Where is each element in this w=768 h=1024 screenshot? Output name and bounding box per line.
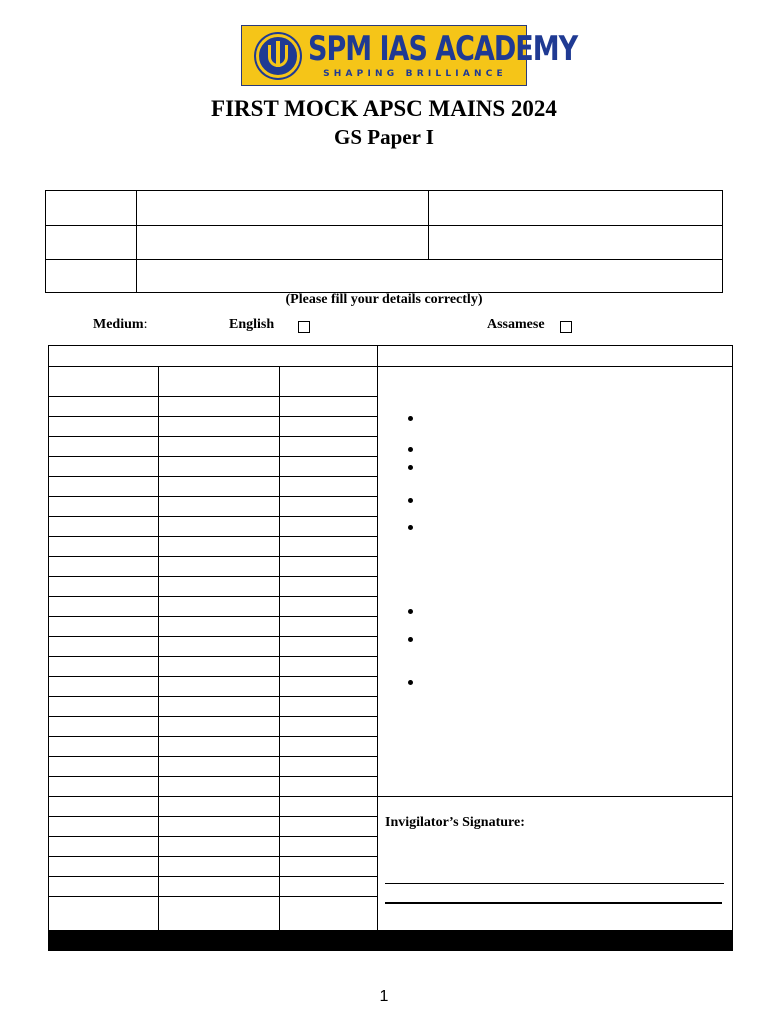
details-label-cell xyxy=(46,260,137,293)
table-row xyxy=(49,797,733,817)
logo-tagline: SHAPING BRILLIANCE xyxy=(323,69,507,79)
table-cell xyxy=(158,577,279,597)
table-cell xyxy=(279,817,378,837)
table-cell xyxy=(49,477,159,497)
instructions-panel xyxy=(378,367,733,797)
table-cell xyxy=(279,417,378,437)
table-cell xyxy=(158,737,279,757)
table-cell xyxy=(49,677,159,697)
table-cell xyxy=(158,757,279,777)
table-cell xyxy=(49,657,159,677)
details-input-cell[interactable] xyxy=(429,191,723,226)
details-table xyxy=(45,190,723,293)
table-cell xyxy=(279,617,378,637)
bullet-icon xyxy=(408,680,413,685)
details-row xyxy=(46,191,723,226)
table-cell xyxy=(279,437,378,457)
academy-emblem-icon xyxy=(256,34,300,78)
details-input-cell[interactable] xyxy=(136,260,722,293)
signature-line xyxy=(385,883,724,884)
table-cell xyxy=(49,557,159,577)
table-cell xyxy=(49,457,159,477)
page-number: 1 xyxy=(379,988,389,1005)
table-cell xyxy=(279,897,378,931)
table-cell xyxy=(279,837,378,857)
bullet-icon xyxy=(408,447,413,452)
table-cell xyxy=(49,397,159,417)
table-cell xyxy=(158,617,279,637)
table-cell xyxy=(279,497,378,517)
details-label-cell xyxy=(46,191,137,226)
table-cell xyxy=(49,597,159,617)
bullet-icon xyxy=(408,465,413,470)
table-cell xyxy=(49,537,159,557)
fill-details-note: (Please fill your details correctly) xyxy=(285,292,483,307)
table-cell xyxy=(279,537,378,557)
table-cell xyxy=(279,597,378,617)
table-cell xyxy=(49,367,159,397)
table-cell xyxy=(158,677,279,697)
assamese-checkbox[interactable] xyxy=(560,321,572,333)
table-header-right xyxy=(378,346,733,367)
bullet-icon xyxy=(408,498,413,503)
table-cell xyxy=(279,777,378,797)
table-cell xyxy=(49,517,159,537)
logo-name: SPM IAS ACADEMY xyxy=(308,30,578,69)
table-cell xyxy=(279,697,378,717)
table-cell xyxy=(279,457,378,477)
table-cell xyxy=(279,717,378,737)
medium-option-assamese-label: Assamese xyxy=(487,317,545,332)
table-cell xyxy=(158,877,279,897)
table-cell xyxy=(279,577,378,597)
table-cell xyxy=(158,717,279,737)
signature-line xyxy=(385,902,722,904)
table-cell xyxy=(279,857,378,877)
academy-logo xyxy=(241,25,578,86)
table-cell xyxy=(158,657,279,677)
table-cell xyxy=(158,417,279,437)
table-cell xyxy=(49,757,159,777)
bullet-icon xyxy=(408,525,413,530)
table-cell xyxy=(158,897,279,931)
table-cell xyxy=(279,657,378,677)
footer-bar-right xyxy=(158,931,732,951)
table-cell xyxy=(279,677,378,697)
table-cell xyxy=(158,517,279,537)
table-cell xyxy=(158,537,279,557)
table-cell xyxy=(158,457,279,477)
table-cell xyxy=(279,397,378,417)
table-cell xyxy=(49,857,159,877)
table-cell xyxy=(158,477,279,497)
table-cell xyxy=(279,877,378,897)
table-cell xyxy=(49,437,159,457)
medium-label: Medium: xyxy=(93,317,148,332)
table-cell xyxy=(49,797,159,817)
page-subtitle: GS Paper I xyxy=(334,125,434,149)
details-label-cell xyxy=(46,226,137,260)
details-row xyxy=(46,260,723,293)
table-cell xyxy=(158,497,279,517)
table-cell xyxy=(49,877,159,897)
table-cell xyxy=(279,557,378,577)
table-row xyxy=(49,367,733,397)
bullet-icon xyxy=(408,416,413,421)
table-cell xyxy=(49,837,159,857)
table-header-row xyxy=(49,346,733,367)
table-cell xyxy=(49,637,159,657)
table-cell xyxy=(279,517,378,537)
details-input-cell[interactable] xyxy=(136,226,429,260)
table-cell xyxy=(158,837,279,857)
details-row xyxy=(46,226,723,260)
bullet-icon xyxy=(408,609,413,614)
table-cell xyxy=(49,777,159,797)
table-cell xyxy=(279,737,378,757)
table-cell xyxy=(49,617,159,637)
table-cell xyxy=(158,817,279,837)
table-cell xyxy=(49,897,159,931)
table-cell xyxy=(49,697,159,717)
invigilator-signature-label: Invigilator’s Signature: xyxy=(385,815,525,830)
marks-table xyxy=(48,345,733,951)
details-input-cell[interactable] xyxy=(136,191,429,226)
table-cell xyxy=(49,577,159,597)
table-cell xyxy=(279,477,378,497)
details-input-cell[interactable] xyxy=(429,226,723,260)
table-cell xyxy=(49,497,159,517)
table-cell xyxy=(158,797,279,817)
table-cell xyxy=(49,417,159,437)
footer-bar-left xyxy=(49,931,159,951)
table-cell xyxy=(158,367,279,397)
page-title: FIRST MOCK APSC MAINS 2024 xyxy=(211,96,557,121)
table-cell xyxy=(158,437,279,457)
medium-option-english-label: English xyxy=(229,317,275,332)
table-footer-row xyxy=(49,931,733,951)
table-header-left xyxy=(49,346,378,367)
table-cell xyxy=(49,817,159,837)
table-cell xyxy=(279,797,378,817)
table-cell xyxy=(158,857,279,877)
table-cell xyxy=(158,777,279,797)
table-cell xyxy=(49,717,159,737)
table-cell xyxy=(158,397,279,417)
table-cell xyxy=(279,367,378,397)
table-cell xyxy=(158,597,279,617)
table-cell xyxy=(158,697,279,717)
table-cell xyxy=(158,557,279,577)
table-cell xyxy=(279,637,378,657)
table-cell xyxy=(279,757,378,777)
table-cell xyxy=(158,637,279,657)
english-checkbox[interactable] xyxy=(298,321,310,333)
bullet-icon xyxy=(408,637,413,642)
table-cell xyxy=(49,737,159,757)
